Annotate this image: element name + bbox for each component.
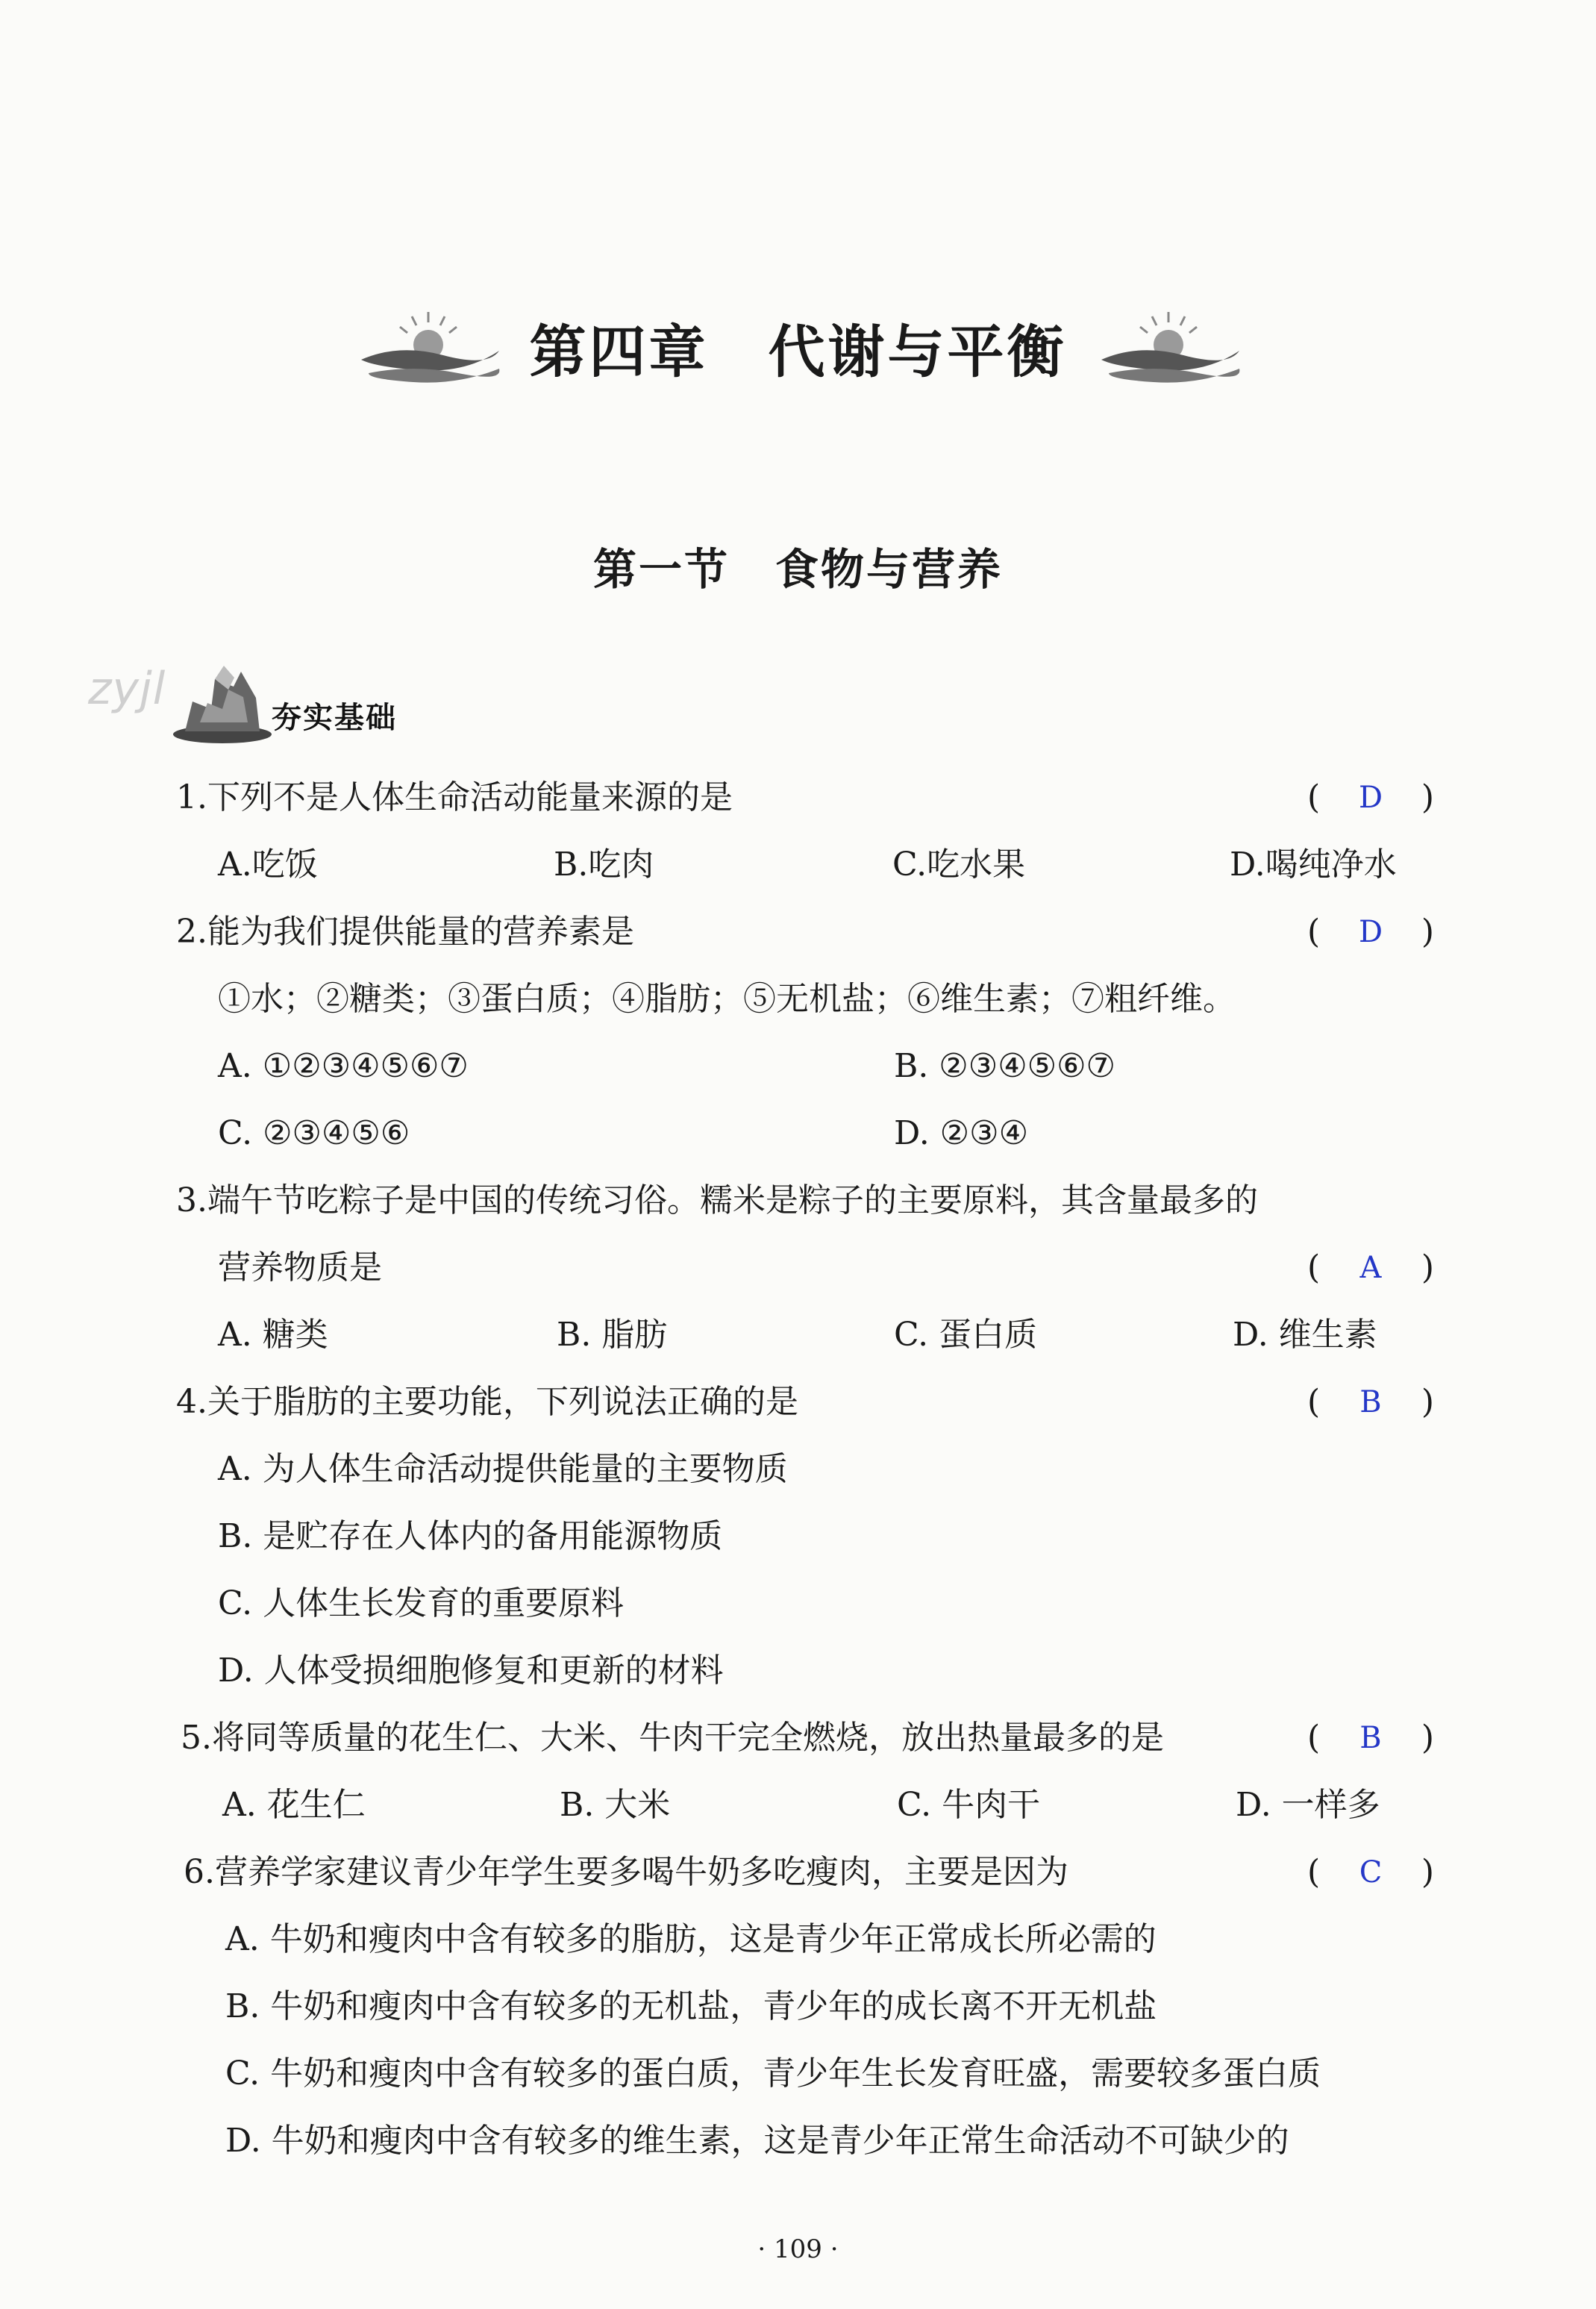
option: C. 蛋白质: [894, 1316, 1038, 1354]
option: C. 牛奶和瘦肉中含有较多的蛋白质，青少年生长发育旺盛，需要较多蛋白质: [225, 2055, 1321, 2093]
chapter-header: [0, 295, 1596, 399]
question-4-stem: 4.关于脂肪的主要功能，下列说法正确的是: [176, 1383, 798, 1421]
answer-bracket: ( A ): [1307, 1242, 1434, 1294]
answer-bracket: ( B ): [1307, 1712, 1434, 1764]
option: B. 是贮存在人体内的备用能源物质: [218, 1517, 723, 1555]
answer-letter: D: [1358, 781, 1383, 815]
question-3-stem: 3.端午节吃粽子是中国的传统习俗。糯米是粽子的主要原料，其含量最多的: [176, 1181, 1258, 1219]
option: C. 人体生长发育的重要原料: [218, 1584, 625, 1622]
answer-letter: D: [1358, 915, 1383, 949]
answer-bracket: ( D ): [1307, 906, 1434, 958]
question-2-stem: 2.能为我们提供能量的营养素是: [176, 913, 634, 951]
option: B.吃肉: [554, 846, 654, 884]
option: B. 牛奶和瘦肉中含有较多的无机盐，青少年的成长离不开无机盐: [225, 1987, 1157, 2025]
option: C. ②③④⑤⑥: [218, 1114, 410, 1152]
option: D. ②③④: [894, 1114, 1029, 1152]
option: D. 一样多: [1236, 1786, 1380, 1824]
chapter-title: 第四章 代谢与平衡: [529, 318, 1067, 385]
option: B. ②③④⑤⑥⑦: [894, 1047, 1115, 1085]
answer-bracket: ( C ): [1307, 1846, 1434, 1899]
question-5-stem: 5.将同等质量的花生仁、大米、牛肉干完全燃烧，放出热量最多的是: [181, 1719, 1164, 1757]
option: A. 花生仁: [222, 1786, 366, 1824]
question-1-stem: 1.下列不是人体生命活动能量来源的是: [176, 778, 733, 816]
option: D. 牛奶和瘦肉中含有较多的维生素，这是青少年正常生命活动不可缺少的: [225, 2122, 1289, 2160]
option: C. 牛肉干: [897, 1786, 1041, 1824]
question-6-stem: 6.营养学家建议青少年学生要多喝牛奶多吃瘦肉，主要是因为: [184, 1853, 1068, 1891]
question-2-stem-line: ①水；②糖类；③蛋白质；④脂肪；⑤无机盐；⑥维生素；⑦粗纤维。: [218, 980, 1236, 1018]
option: D. 人体受损细胞修复和更新的材料: [218, 1652, 724, 1690]
option: B. 脂肪: [557, 1316, 668, 1354]
sun-wave-ornament-icon: [1094, 306, 1243, 388]
answer-letter: B: [1359, 1385, 1382, 1419]
option: B. 大米: [560, 1786, 671, 1824]
option: A. ①②③④⑤⑥⑦: [218, 1047, 469, 1085]
option: A. 牛奶和瘦肉中含有较多的脂肪，这是青少年正常成长所必需的: [225, 1920, 1157, 1958]
answer-letter: B: [1359, 1721, 1382, 1755]
watermark: zyjl: [88, 663, 166, 715]
option: D. 维生素: [1233, 1316, 1377, 1354]
answer-letter: C: [1359, 1855, 1383, 1890]
rock-decoration-icon: [170, 657, 275, 746]
option: C.吃水果: [892, 846, 1026, 884]
answer-bracket: ( D ): [1307, 772, 1434, 824]
section-title: 第一节 食物与营养: [592, 544, 1003, 595]
option: D.喝纯净水: [1230, 846, 1397, 884]
answer-bracket: ( B ): [1307, 1376, 1434, 1428]
option: A. 糖类: [218, 1316, 328, 1354]
banner-label: 夯实基础: [272, 701, 397, 735]
question-3-stem-line: 营养物质是: [218, 1249, 382, 1287]
answer-letter: A: [1359, 1251, 1382, 1285]
page-number: · 109 ·: [757, 2234, 839, 2264]
sun-wave-ornament-icon: [354, 306, 503, 388]
section-banner: [170, 657, 439, 746]
option: A.吃饭: [218, 846, 318, 884]
option: A. 为人体生命活动提供能量的主要物质: [218, 1450, 788, 1488]
